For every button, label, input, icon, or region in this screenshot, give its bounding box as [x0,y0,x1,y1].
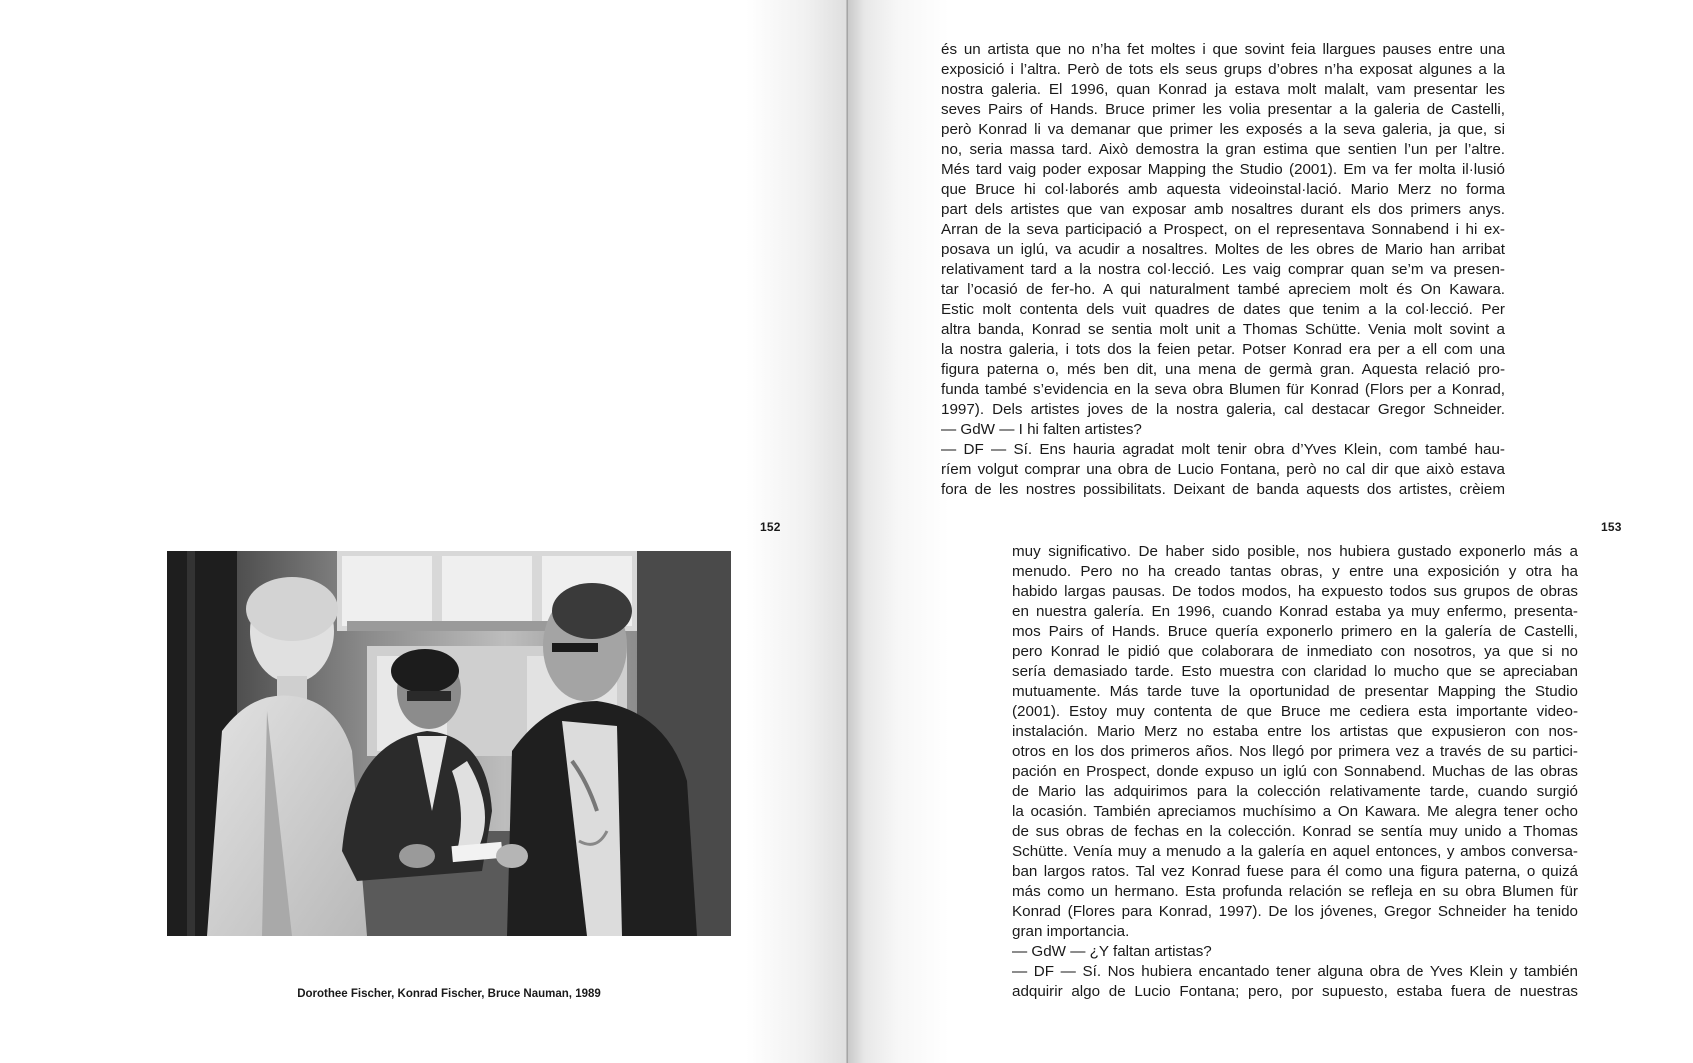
text-line: exposició i l’altra. Però de tots els seus grups d’obres n’ha exposat algunes a la [941,61,1505,78]
text-line: de Mario las adquirimos para la colección relativamente tarde, cuando surgió [1012,783,1578,800]
text-line: más como un hermano. Esta profunda relación se refleja en su obra Blumen für [1012,883,1578,900]
text-line: en nuestra galería. En 1996, cuando Konrad estaba ya muy enfermo, presenta- [1012,603,1578,620]
text-line: habido largas pausas. De todos modos, ha expuesto todos sus grupos de obras [1012,583,1578,600]
text-line: la nostra galeria, i tots dos la feien petar. Potser Konrad era per a ell com una [941,341,1505,358]
text-line: no, seria massa tard. Això demostra la gran estima que sentien l’un per l’altre. [941,141,1505,158]
text-line: part dels artistes que van exposar amb nosaltres durant els dos primers anys. [941,201,1505,218]
text-line: seves Pairs of Hands. Bruce primer les volia presentar a la galeria de Castelli, [941,101,1505,118]
text-line: relativament tard a la nostra col·lecció. Les vaig comprar quan se’m va presen- [941,261,1505,278]
text-line: mutuamente. Más tarde tuve la oportunidad de presentar Mapping the Studio [1012,683,1578,700]
text-line: Schütte. Venía muy a menudo a la galería en aquel entonces, y ambos conversa- [1012,843,1578,860]
text-line: otros en los dos primeros años. Nos llegó por primera vez a través de su partici- [1012,743,1578,760]
text-line: — DF — Sí. Nos hubiera encantado tener alguna obra de Yves Klein y también [1012,963,1578,980]
text-line: que Bruce hi col·laborés amb aquesta videoinstal·lació. Mario Merz no forma [941,181,1505,198]
text-line: sería demasiado tarde. Esto muestra con claridad lo mucho que se apreciaban [1012,663,1578,680]
text-line: adquirir algo de Lucio Fontana; pero, por supuesto, estaba fuera de nuestras [1012,983,1578,1000]
photograph [167,551,731,936]
text-line: Estic molt contenta dels vuit quadres de dates que tenim a la col·lecció. Per [941,301,1505,318]
text-line: altra banda, Konrad se sentia molt unit a Thomas Schütte. Venia molt sovint a [941,321,1505,338]
spanish-text [1012,542,1578,1002]
text-line: posava un iglú, va acudir a nosaltres. Moltes de les obres de Mario han arribat [941,241,1505,258]
text-line: la ocasión. También apreciamos muchísimo a On Kawara. Me alegra tener ocho [1012,803,1578,820]
text-line: ban largos ratos. Tal vez Konrad fuese para él como una figura paterna, o quizá [1012,863,1578,880]
text-line: figura paterna o, més ben dit, una mena de germà gran. Aquesta relació pro- [941,361,1505,378]
text-line: funda també s’evidencia en la seva obra Blumen für Konrad (Flors per a Konrad, [941,381,1505,398]
catalan-text [941,40,1505,500]
right-page-number: 153 [1601,520,1622,534]
text-line: menudo. Pero no ha creado tantas obras, y entre una exposición y otra ha [1012,563,1578,580]
text-line: és un artista que no n’ha fet moltes i que sovint feia llargues pauses entre una [941,41,1505,58]
text-line: muy significativo. De haber sido posible, nos hubiera gustado exponerlo más a [1012,543,1578,560]
text-line: pación en Prospect, donde expuso un iglú con Sonnabend. Muchas de las obras [1012,763,1578,780]
text-line: tar l’ocasió de fer-ho. A qui naturalment també apreciem molt és On Kawara. [941,281,1505,298]
text-line: ríem volgut comprar una obra de Lucio Fontana, però no cal dir que això estava [941,461,1505,478]
text-line: de sus obras de fechas en la colección. Konrad se sentía muy unido a Thomas [1012,823,1578,840]
text-line: mos Pairs of Hands. Bruce quería exponerlo primero en la galería de Castelli, [1012,623,1578,640]
text-line: (2001). Estoy muy contenta de que Bruce me cediera esta importante video- [1012,703,1578,720]
text-line: Konrad (Flores para Konrad, 1997). De los jóvenes, Gregor Schneider ha tenido [1012,903,1578,920]
text-line: gran importancia. [1012,923,1130,940]
text-line: — DF — Sí. Ens hauria agradat molt tenir obra d’Yves Klein, com també hau- [941,441,1505,458]
text-line: instalación. Mario Merz no estaba entre los artistas que expusieron con nos- [1012,723,1578,740]
text-line: pero Konrad le pidió que colaborara de inmediato con nosotros, ya que si no [1012,643,1578,660]
photo-caption: Dorothee Fischer, Konrad Fischer, Bruce Nauman, 1989 [297,988,601,1000]
text-line: Arran de la seva participació a Prospect, on el representava Sonnabend i hi ex- [941,221,1505,238]
text-line: Més tard vaig poder exposar Mapping the Studio (2001). Em va fer molta il·lusió [941,161,1505,178]
text-line: però Konrad li va demanar que primer les exposés a la seva galeria, ja que, si [941,121,1505,138]
interviewer-question: — GdW — ¿Y faltan artistas? [1012,943,1212,960]
left-page-number: 152 [760,520,781,534]
text-line: nostra galeria. El 1996, quan Konrad ja estava molt malalt, vam presentar les [941,81,1505,98]
text-line: 1997). Dels artistes joves de la nostra galeria, cal destacar Gregor Schneider. [941,401,1505,418]
photo-image [167,551,731,936]
interviewer-question: — GdW — I hi falten artistes? [941,421,1142,438]
text-line: fora de les nostres possibilitats. Deixant de banda aquests dos artistes, crèiem [941,481,1505,498]
